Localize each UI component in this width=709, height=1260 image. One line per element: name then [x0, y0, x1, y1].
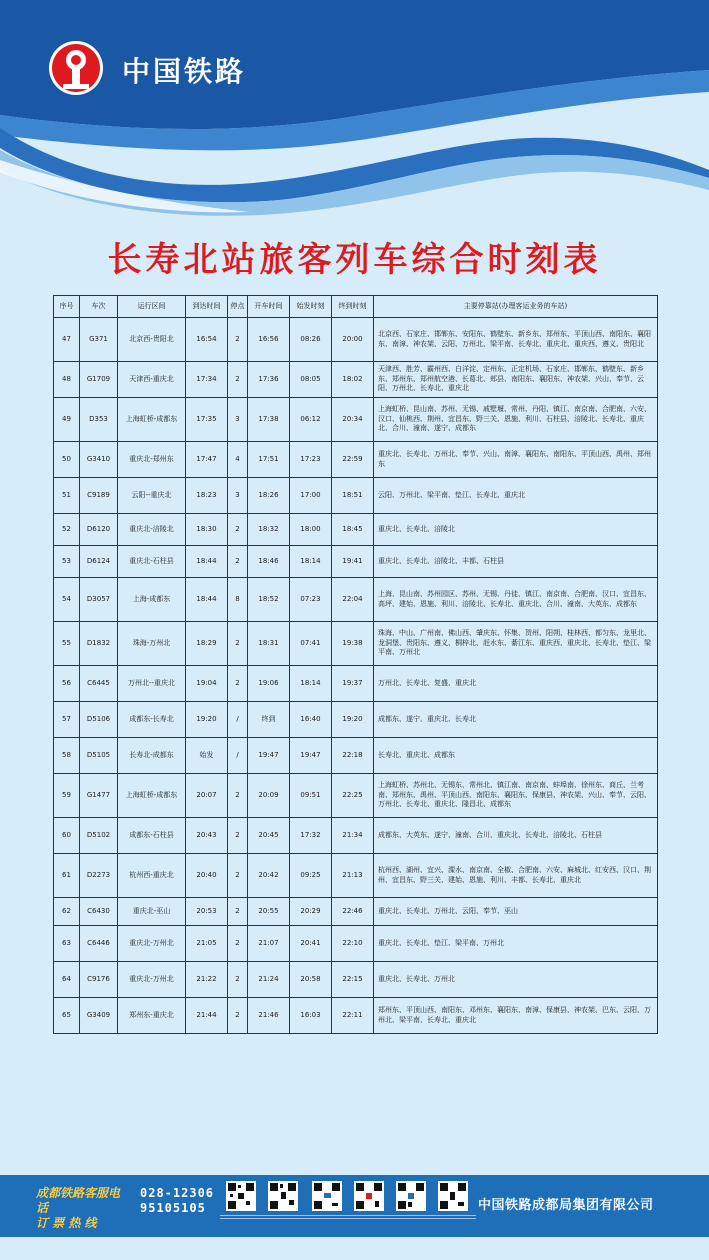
- cell-stop: /: [228, 702, 248, 738]
- cell-index: 48: [54, 362, 80, 398]
- qr-code-5[interactable]: [396, 1181, 426, 1211]
- cell-terminal-time: 22:18: [332, 738, 374, 774]
- footer-bottom: [0, 1237, 709, 1260]
- cell-terminal-time: 22:59: [332, 442, 374, 478]
- cell-terminal-time: 18:51: [332, 478, 374, 514]
- cell-terminal-time: 21:13: [332, 854, 374, 898]
- cell-departure: 18:52: [248, 578, 290, 622]
- cell-route: 重庆北-巫山: [118, 898, 186, 926]
- col-header-departure: 开车时间: [248, 296, 290, 318]
- cell-stop: 2: [228, 622, 248, 666]
- qr-code-2[interactable]: [268, 1181, 298, 1211]
- cell-stop: 3: [228, 398, 248, 442]
- cell-terminal-time: 19:41: [332, 546, 374, 578]
- table-row: [54, 702, 658, 738]
- cell-train: C6445: [80, 666, 118, 702]
- cell-stations: 成都东、遂宁、重庆北、长寿北: [374, 702, 658, 738]
- table-row: [54, 622, 658, 666]
- cell-arrival: 21:05: [186, 926, 228, 962]
- table-row: [54, 478, 658, 514]
- cell-route: 杭州西-重庆北: [118, 854, 186, 898]
- cell-origin-time: 07:41: [290, 622, 332, 666]
- cell-departure: 21:07: [248, 926, 290, 962]
- hotline-labels: [36, 1186, 126, 1231]
- cell-route: 长寿北-成都东: [118, 738, 186, 774]
- cell-departure: 17:38: [248, 398, 290, 442]
- table-row: [54, 898, 658, 926]
- cell-stop: 2: [228, 962, 248, 998]
- cell-train: D5106: [80, 702, 118, 738]
- qr-caption-1: [220, 1213, 264, 1221]
- cell-departure: 20:55: [248, 898, 290, 926]
- cell-departure: 21:46: [248, 998, 290, 1034]
- cell-stations: 北京西、石家庄、邯郸东、安阳东、鹤壁东、新乡东、郑州东、平顶山西、南阳东、襄阳东、南漳、神农架、云阳、万州北、梁平南、长寿北、重庆北、重庆西、遵义、贵阳北: [374, 318, 658, 362]
- table-row: [54, 854, 658, 898]
- cell-arrival: 18:29: [186, 622, 228, 666]
- cell-terminal-time: 22:25: [332, 774, 374, 818]
- cell-route: 郑州东-重庆北: [118, 998, 186, 1034]
- col-header-route: 运行区间: [118, 296, 186, 318]
- cell-route: 成都东-长寿北: [118, 702, 186, 738]
- cell-train: G3409: [80, 998, 118, 1034]
- qr-caption-6: [432, 1213, 476, 1221]
- table-row: [54, 546, 658, 578]
- cell-terminal-time: 19:37: [332, 666, 374, 702]
- cell-stations: 成都东、大英东、遂宁、潼南、合川、重庆北、长寿北、涪陵北、石柱县: [374, 818, 658, 854]
- cell-departure: 16:56: [248, 318, 290, 362]
- cell-origin-time: 17:23: [290, 442, 332, 478]
- cell-route: 万州北--重庆北: [118, 666, 186, 702]
- timetable: [53, 295, 658, 1034]
- cell-index: 57: [54, 702, 80, 738]
- cell-terminal-time: 19:38: [332, 622, 374, 666]
- cell-departure: 19:06: [248, 666, 290, 702]
- qr-caption-2: [262, 1213, 306, 1221]
- cell-departure: 18:26: [248, 478, 290, 514]
- cell-terminal-time: 20:34: [332, 398, 374, 442]
- cell-terminal-time: 22:11: [332, 998, 374, 1034]
- cell-arrival: 18:44: [186, 578, 228, 622]
- cell-index: 49: [54, 398, 80, 442]
- cell-stations: 重庆北、长寿北、涪陵北: [374, 514, 658, 546]
- table-row: [54, 666, 658, 702]
- qr-code-1[interactable]: [226, 1181, 256, 1211]
- cell-origin-time: 18:14: [290, 666, 332, 702]
- cell-stop: 8: [228, 578, 248, 622]
- table-row: [54, 962, 658, 998]
- cell-origin-time: 17:00: [290, 478, 332, 514]
- cell-train: D2273: [80, 854, 118, 898]
- table-row: [54, 774, 658, 818]
- cell-arrival: 始发: [186, 738, 228, 774]
- table-row: [54, 318, 658, 362]
- cell-arrival: 18:44: [186, 546, 228, 578]
- cell-train: D5102: [80, 818, 118, 854]
- cell-stations: 珠海、中山、广州南、佛山西、肇庆东、怀集、贺州、阳朔、桂林西、都匀东、龙里北、龙洞堡、贵阳东、遵义、桐梓北、赶水东、綦江东、重庆西、重庆北、长寿北、垫江、梁平南、万州北: [374, 622, 658, 666]
- cell-stop: /: [228, 738, 248, 774]
- cell-train: G371: [80, 318, 118, 362]
- header-banner: [0, 0, 709, 230]
- cell-arrival: 20:07: [186, 774, 228, 818]
- cell-stop: 4: [228, 442, 248, 478]
- cell-stations: 上海虹桥、苏州北、无锡东、常州北、镇江南、南京南、蚌埠南、徐州东、商丘、兰考南、郑州东、禹州、平顶山西、南阳东、襄阳东、保康县、神农架、兴山、奉节、云阳、万州北、长寿北、重庆北、隆昌北、成都东: [374, 774, 658, 818]
- cell-origin-time: 19:47: [290, 738, 332, 774]
- col-header-train: 车次: [80, 296, 118, 318]
- cell-stop: 2: [228, 514, 248, 546]
- cell-stations: 上海、昆山南、苏州园区、苏州、无锡、丹徒、镇江、南京南、合肥南、汉口、宜昌东、高坪、建始、恩施、利川、涪陵北、长寿北、重庆北、合川、潼南、大英东、成都东: [374, 578, 658, 622]
- cell-stop: 2: [228, 774, 248, 818]
- cell-arrival: 20:53: [186, 898, 228, 926]
- cell-origin-time: 07:23: [290, 578, 332, 622]
- cell-route: 北京西-贵阳北: [118, 318, 186, 362]
- cell-origin-time: 18:00: [290, 514, 332, 546]
- cell-origin-time: 20:29: [290, 898, 332, 926]
- cell-arrival: 20:43: [186, 818, 228, 854]
- page-title: 长寿北站旅客列车综合时刻表: [107, 240, 602, 280]
- service-hotline-label: 成都铁路客服电话: [36, 1186, 121, 1215]
- table-row: [54, 818, 658, 854]
- cell-arrival: 18:23: [186, 478, 228, 514]
- cell-origin-time: 20:41: [290, 926, 332, 962]
- cell-departure: 18:31: [248, 622, 290, 666]
- cell-train: C9189: [80, 478, 118, 514]
- cell-stations: 重庆北、长寿北、万州北、奉节、兴山、南漳、襄阳东、南阳东、平顶山西、禹州、郑州东: [374, 442, 658, 478]
- booking-phone: 95105105: [140, 1201, 206, 1215]
- service-phone: 028-12306: [140, 1186, 215, 1200]
- cell-route: 重庆北-万州北: [118, 926, 186, 962]
- cell-departure: 17:36: [248, 362, 290, 398]
- cell-arrival: 20:40: [186, 854, 228, 898]
- cell-origin-time: 17:32: [290, 818, 332, 854]
- cell-stop: 2: [228, 362, 248, 398]
- col-header-index: 序号: [54, 296, 80, 318]
- table-row: [54, 514, 658, 546]
- table-row: [54, 442, 658, 478]
- table-row: [54, 362, 658, 398]
- cell-origin-time: 08:05: [290, 362, 332, 398]
- cell-stations: 郑州东、平顶山西、南阳东、邓州东、襄阳东、南漳、保康县、神农架、巴东、云阳、万州北、梁平南、长寿北、重庆北: [374, 998, 658, 1034]
- cell-index: 60: [54, 818, 80, 854]
- cell-terminal-time: 19:20: [332, 702, 374, 738]
- cell-route: 重庆北-石柱县: [118, 546, 186, 578]
- cell-index: 56: [54, 666, 80, 702]
- cell-route: 重庆北-涪陵北: [118, 514, 186, 546]
- cell-index: 55: [54, 622, 80, 666]
- cell-train: D6124: [80, 546, 118, 578]
- booking-hotline-label: 订 票 热 线: [36, 1216, 97, 1230]
- cell-stations: 万州北、长寿北、复盛、重庆北: [374, 666, 658, 702]
- cell-stations: 重庆北、长寿北、垫江、梁平南、万州北: [374, 926, 658, 962]
- cell-route: 上海虹桥-成都东: [118, 398, 186, 442]
- cell-arrival: 19:20: [186, 702, 228, 738]
- cell-index: 63: [54, 926, 80, 962]
- table-row: [54, 998, 658, 1034]
- cell-stop: 2: [228, 666, 248, 702]
- cell-stop: 2: [228, 998, 248, 1034]
- col-header-terminal-time: 终到时刻: [332, 296, 374, 318]
- cell-terminal-time: 21:34: [332, 818, 374, 854]
- cell-terminal-time: 18:02: [332, 362, 374, 398]
- col-header-arrival: 到达时间: [186, 296, 228, 318]
- qr-caption-3: [306, 1213, 350, 1221]
- cell-stop: 2: [228, 854, 248, 898]
- cell-index: 53: [54, 546, 80, 578]
- cell-index: 65: [54, 998, 80, 1034]
- cell-terminal-time: 22:46: [332, 898, 374, 926]
- cell-arrival: 21:44: [186, 998, 228, 1034]
- cell-stations: 天津西、胜芳、霸州西、白洋淀、定州东、正定机场、石家庄、邯郸东、鹤壁东、新乡东、郑州东、郑州航空港、长葛北、郏县、南阳东、襄阳东、神农架、兴山、奉节、云阳、万州北、长寿北、重庆北: [374, 362, 658, 398]
- cell-train: D1832: [80, 622, 118, 666]
- qr-code-3[interactable]: [312, 1181, 342, 1211]
- cell-arrival: 17:34: [186, 362, 228, 398]
- cell-train: C6446: [80, 926, 118, 962]
- qr-code-6[interactable]: [438, 1181, 468, 1211]
- cell-terminal-time: 22:15: [332, 962, 374, 998]
- cell-route: 上海虹桥-成都东: [118, 774, 186, 818]
- cell-arrival: 18:30: [186, 514, 228, 546]
- cell-index: 62: [54, 898, 80, 926]
- cell-route: 天津西-重庆北: [118, 362, 186, 398]
- col-header-stop: 停点: [228, 296, 248, 318]
- cell-stations: 重庆北、长寿北、涪陵北、丰都、石柱县: [374, 546, 658, 578]
- cell-index: 59: [54, 774, 80, 818]
- cell-route: 重庆北-郑州东: [118, 442, 186, 478]
- cell-stations: 云阳、万州北、梁平南、垫江、长寿北、重庆北: [374, 478, 658, 514]
- cell-departure: 20:45: [248, 818, 290, 854]
- cell-train: C9176: [80, 962, 118, 998]
- cell-departure: 终到: [248, 702, 290, 738]
- cell-terminal-time: 18:45: [332, 514, 374, 546]
- cell-stop: 2: [228, 898, 248, 926]
- cell-index: 50: [54, 442, 80, 478]
- cell-departure: 17:51: [248, 442, 290, 478]
- cell-terminal-time: 22:04: [332, 578, 374, 622]
- cell-route: 上海-成都东: [118, 578, 186, 622]
- cell-origin-time: 18:14: [290, 546, 332, 578]
- cell-origin-time: 08:26: [290, 318, 332, 362]
- cell-index: 52: [54, 514, 80, 546]
- qr-caption-5: [390, 1213, 434, 1221]
- cell-arrival: 17:47: [186, 442, 228, 478]
- cell-origin-time: 06:12: [290, 398, 332, 442]
- cell-train: C6430: [80, 898, 118, 926]
- company-name: 中国铁路成都局集团有限公司: [478, 1198, 654, 1213]
- cell-origin-time: 20:58: [290, 962, 332, 998]
- cell-stop: 2: [228, 318, 248, 362]
- china-railway-logo: [46, 38, 106, 98]
- cell-departure: 21:24: [248, 962, 290, 998]
- cell-route: 珠海-万州北: [118, 622, 186, 666]
- cell-train: G1709: [80, 362, 118, 398]
- cell-index: 61: [54, 854, 80, 898]
- table-row: [54, 398, 658, 442]
- cell-arrival: 16:54: [186, 318, 228, 362]
- cell-train: G1477: [80, 774, 118, 818]
- cell-stop: 2: [228, 546, 248, 578]
- table-row: [54, 578, 658, 622]
- cell-stations: 重庆北、长寿北、万州北: [374, 962, 658, 998]
- cell-train: D6120: [80, 514, 118, 546]
- cell-arrival: 21:22: [186, 962, 228, 998]
- cell-origin-time: 09:25: [290, 854, 332, 898]
- qr-caption-4: [348, 1213, 392, 1221]
- hotline-numbers: [140, 1186, 214, 1216]
- cell-train: G3410: [80, 442, 118, 478]
- cell-departure: 19:47: [248, 738, 290, 774]
- cell-index: 47: [54, 318, 80, 362]
- cell-train: D353: [80, 398, 118, 442]
- cell-origin-time: 16:40: [290, 702, 332, 738]
- cell-arrival: 19:04: [186, 666, 228, 702]
- cell-route: 云阳--重庆北: [118, 478, 186, 514]
- col-header-stations: 主要停靠站(办理客运业务的车站): [374, 296, 658, 318]
- table-header-row: [54, 296, 658, 318]
- cell-stations: 长寿北、重庆北、成都东: [374, 738, 658, 774]
- cell-departure: 18:46: [248, 546, 290, 578]
- cell-stop: 2: [228, 926, 248, 962]
- cell-index: 64: [54, 962, 80, 998]
- cell-stop: 2: [228, 818, 248, 854]
- col-header-origin-time: 始发时刻: [290, 296, 332, 318]
- cell-departure: 18:32: [248, 514, 290, 546]
- qr-code-4[interactable]: [354, 1181, 384, 1211]
- cell-terminal-time: 22:10: [332, 926, 374, 962]
- cell-departure: 20:42: [248, 854, 290, 898]
- cell-stations: 杭州西、湖州、宜兴、溧水、南京南、全椒、合肥南、六安、麻城北、红安西、汉口、荆州、宜昌东、野三关、建始、恩施、利川、丰都、长寿北、重庆北: [374, 854, 658, 898]
- cell-index: 54: [54, 578, 80, 622]
- timetable-body: [54, 318, 658, 1034]
- cell-stations: 上海虹桥、昆山南、苏州、无锡、戚墅堰、常州、丹阳、镇江、南京南、合肥南、六安、汉口、仙桃西、荆州、宜昌东、野三关、恩施、利川、石柱县、涪陵北、长寿北、重庆北、合川、潼南、遂宁、成都东: [374, 398, 658, 442]
- cell-train: D3057: [80, 578, 118, 622]
- cell-origin-time: 09:51: [290, 774, 332, 818]
- table-row: [54, 738, 658, 774]
- cell-route: 成都东-石柱县: [118, 818, 186, 854]
- cell-train: D5105: [80, 738, 118, 774]
- cell-departure: 20:09: [248, 774, 290, 818]
- cell-stop: 3: [228, 478, 248, 514]
- cell-arrival: 17:35: [186, 398, 228, 442]
- cell-route: 重庆北-万州北: [118, 962, 186, 998]
- cell-index: 58: [54, 738, 80, 774]
- table-row: [54, 926, 658, 962]
- cell-stations: 重庆北、长寿北、万州北、云阳、奉节、巫山: [374, 898, 658, 926]
- cell-index: 51: [54, 478, 80, 514]
- cell-origin-time: 16:03: [290, 998, 332, 1034]
- cell-terminal-time: 20:00: [332, 318, 374, 362]
- brand-name: 中国铁路: [122, 55, 247, 88]
